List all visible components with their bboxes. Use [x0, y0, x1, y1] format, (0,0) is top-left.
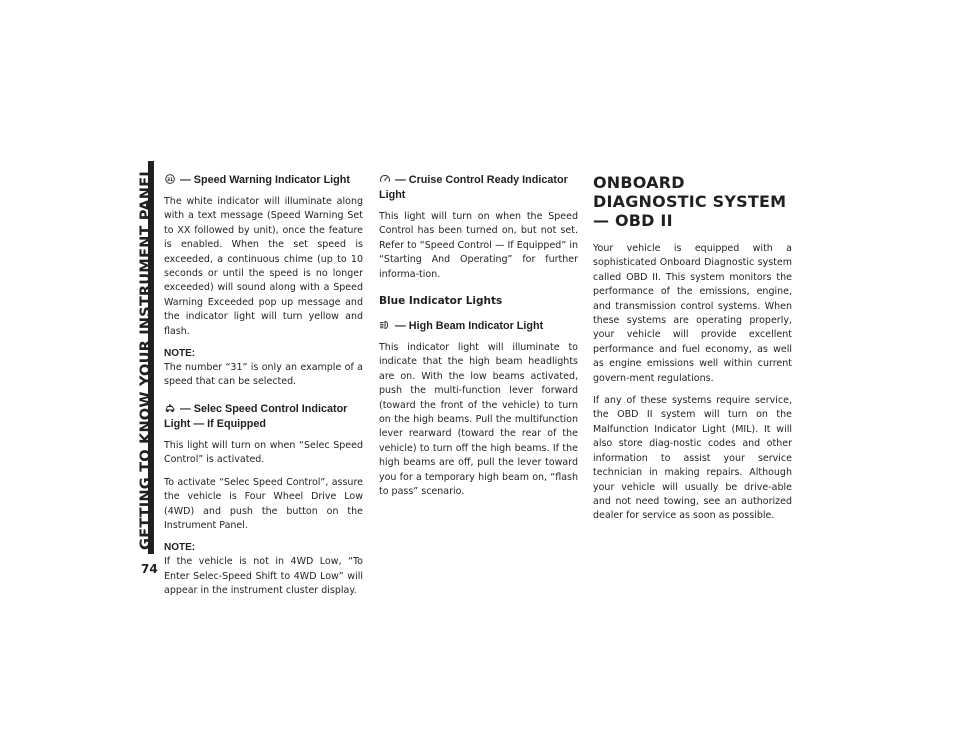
- high-beam-body: This indicator light will illuminate to indicate that the high beam headlights are on. With the low beams activated, push the multi-function lever forward (toward the front of the vehicle) to turn on the high beams. Pull the multifunction lever rearward (toward the rear of the vehicle) to turn off the high beams. If the high beams are off, pull the lever toward you for a temporary high beam on, “flash to pass” scenario.: [379, 342, 578, 498]
- column-1: [164, 173, 363, 611]
- cruise-control-icon: [379, 174, 391, 184]
- high-beam-heading: — High Beam Indicator Light: [379, 319, 578, 334]
- section-title: GETTING TO KNOW YOUR INSTRUMENT PANEL: [137, 167, 154, 550]
- selec-speed-control-icon: [164, 403, 176, 413]
- obd-body-2: If any of these systems require service, the OBD II system will turn on the Malfunction Indicator Light (MIL). It will also store diag-nostic codes and other information to assist your service technician in making repairs. Although your vehicle will usually be drive-able and not need towing, see an authorized dealer for service as soon as possible.: [593, 395, 792, 522]
- selec-speed-note: If the vehicle is not in 4WD Low, “To Enter Selec-Speed Shift to 4WD Low” will appear in the instrument cluster display.: [164, 556, 363, 597]
- selec-speed-heading: — Selec Speed Control Indicator Light — If Equipped: [164, 402, 348, 430]
- svg-text:31: 31: [166, 178, 174, 183]
- note-label: NOTE:: [164, 542, 196, 554]
- column-3: [593, 173, 792, 532]
- obd-heading: ONBOARD DIAGNOSTIC SYSTEM — OBD II: [593, 173, 787, 230]
- cruise-control-heading: — Cruise Control Ready Indicator Light: [379, 174, 568, 201]
- page-number: 74: [141, 562, 158, 576]
- speed-warning-heading: 31 — Speed Warning Indicator Light: [164, 173, 363, 188]
- speed-warning-body: The white indicator will illuminate along with a text message (Speed Warning Set to XX followed by unit), once the feature is enabled. When the set speed is exceeded, a continuous chime (up to 10 seconds or until the speed is no longer exceeded) will sound along with a Speed Warning Exceeded pop up message and the indicator light will turn yellow and flash.: [164, 196, 363, 337]
- selec-speed-body-1: This light will turn on when “Selec Speed Control” is activated.: [164, 439, 363, 466]
- selec-speed-body-2: To activate “Selec Speed Control”, assure the vehicle is Four Wheel Drive Low (4WD) and push the button on the Instrument Panel.: [164, 476, 363, 531]
- blue-indicator-heading: Blue Indicator Lights: [379, 295, 503, 308]
- note-label: NOTE:: [164, 348, 196, 360]
- column-2: [379, 173, 578, 508]
- obd-body-1: Your vehicle is equipped with a sophisticated Onboard Diagnostic system called OBD II. This system monitors the performance of the emissions, engine, and transmission control systems. When these systems are operating properly, your vehicle will provide excellent performance and fuel economy, as well as engine emissions well within current govern-ment regulations.: [593, 243, 792, 384]
- speed-warning-note: The number “31” is only an example of a speed that can be selected.: [164, 362, 363, 388]
- cruise-control-body: This light will turn on when the Speed Control has been turned on, but not set. Refer to “Speed Control — If Equipped” in “Starting And Operating” for further informa-tion.: [379, 211, 578, 280]
- speed-warning-icon: [164, 174, 176, 184]
- high-beam-icon: [379, 320, 391, 330]
